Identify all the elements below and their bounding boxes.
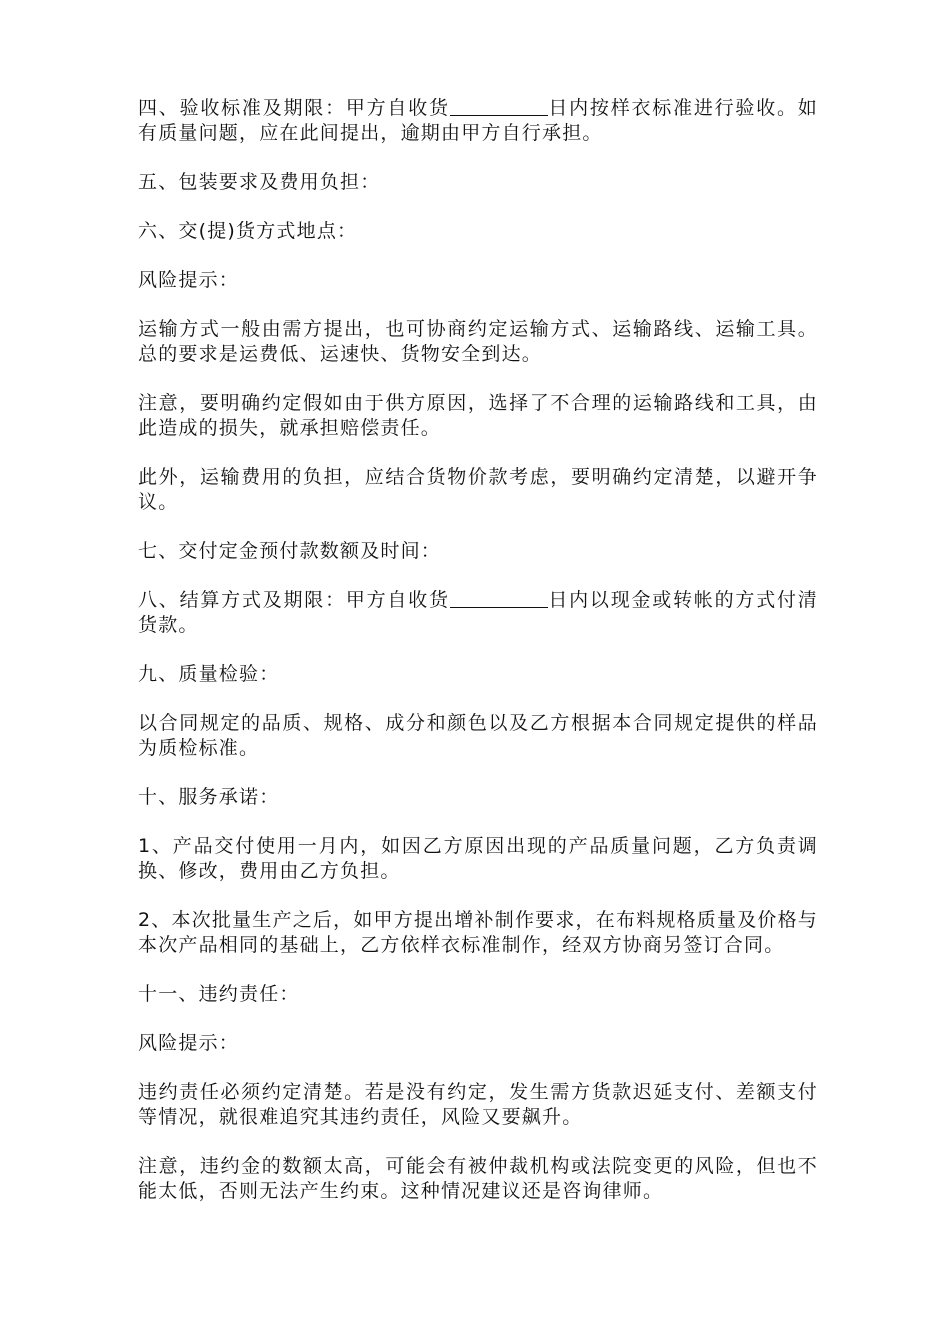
clause-10-service: 十、服务承诺： bbox=[138, 786, 280, 808]
transport-paragraph: 运输方式一般由需方提出，也可协商约定运输方式、运输路线、运输工具。总的要求是运费低、运速快、货物安全到达。 bbox=[138, 318, 818, 365]
fill-in-blank-days[interactable] bbox=[450, 97, 548, 116]
clause-4-acceptance bbox=[138, 96, 818, 146]
clause-5-packaging: 五、包装要求及费用负担： bbox=[138, 171, 381, 193]
clause-7-deposit: 七、交付定金预付款数额及时间： bbox=[138, 540, 442, 562]
clause-8-settlement bbox=[138, 588, 818, 638]
document-page bbox=[138, 96, 818, 1228]
clause-8-text-after: 日内以现金或转帐的方式付清货款。 bbox=[138, 589, 818, 636]
penalty-note-paragraph: 注意，违约金的数额太高，可能会有被仲裁机构或法院变更的风险，但也不能太低，否则无法产生约束。这种情况建议还是咨询律师。 bbox=[138, 1155, 818, 1202]
clause-4-text-after: 日内按样衣标准进行验收。如有质量问题，应在此间提出，逾期由甲方自行承担。 bbox=[138, 97, 818, 144]
fill-in-blank-days[interactable] bbox=[450, 589, 548, 608]
service-item-1: 1、产品交付使用一月内，如因乙方原因出现的产品质量问题，乙方负责调换、修改，费用由乙方负担。 bbox=[138, 835, 818, 882]
clause-11-breach: 十一、违约责任： bbox=[138, 983, 300, 1005]
transport-cost-paragraph: 此外，运输费用的负担，应结合货物价款考虑，要明确约定清楚，以避开争议。 bbox=[138, 466, 818, 513]
risk-note-heading: 风险提示： bbox=[138, 1032, 240, 1054]
clause-9-quality-inspection: 九、质量检验： bbox=[138, 663, 280, 685]
note-paragraph: 注意，要明确约定假如由于供方原因，选择了不合理的运输路线和工具，由此造成的损失，就承担赔偿责任。 bbox=[138, 392, 818, 439]
clause-4-text-before: 四、验收标准及期限：甲方自收货 bbox=[138, 97, 450, 119]
risk-note-heading: 风险提示： bbox=[138, 269, 240, 291]
clause-8-text-before: 八、结算方式及期限：甲方自收货 bbox=[138, 589, 450, 611]
quality-standard-paragraph: 以合同规定的品质、规格、成分和颜色以及乙方根据本合同规定提供的样品为质检标准。 bbox=[138, 712, 818, 759]
breach-paragraph: 违约责任必须约定清楚。若是没有约定，发生需方货款迟延支付、差额支付等情况，就很难追究其违约责任，风险又要飙升。 bbox=[138, 1081, 818, 1128]
service-item-2: 2、本次批量生产之后，如甲方提出增补制作要求，在布料规格质量及价格与本次产品相同的基础上，乙方依样衣标准制作，经双方协商另签订合同。 bbox=[138, 909, 818, 956]
clause-6-delivery: 六、交(提)货方式地点： bbox=[138, 220, 358, 242]
